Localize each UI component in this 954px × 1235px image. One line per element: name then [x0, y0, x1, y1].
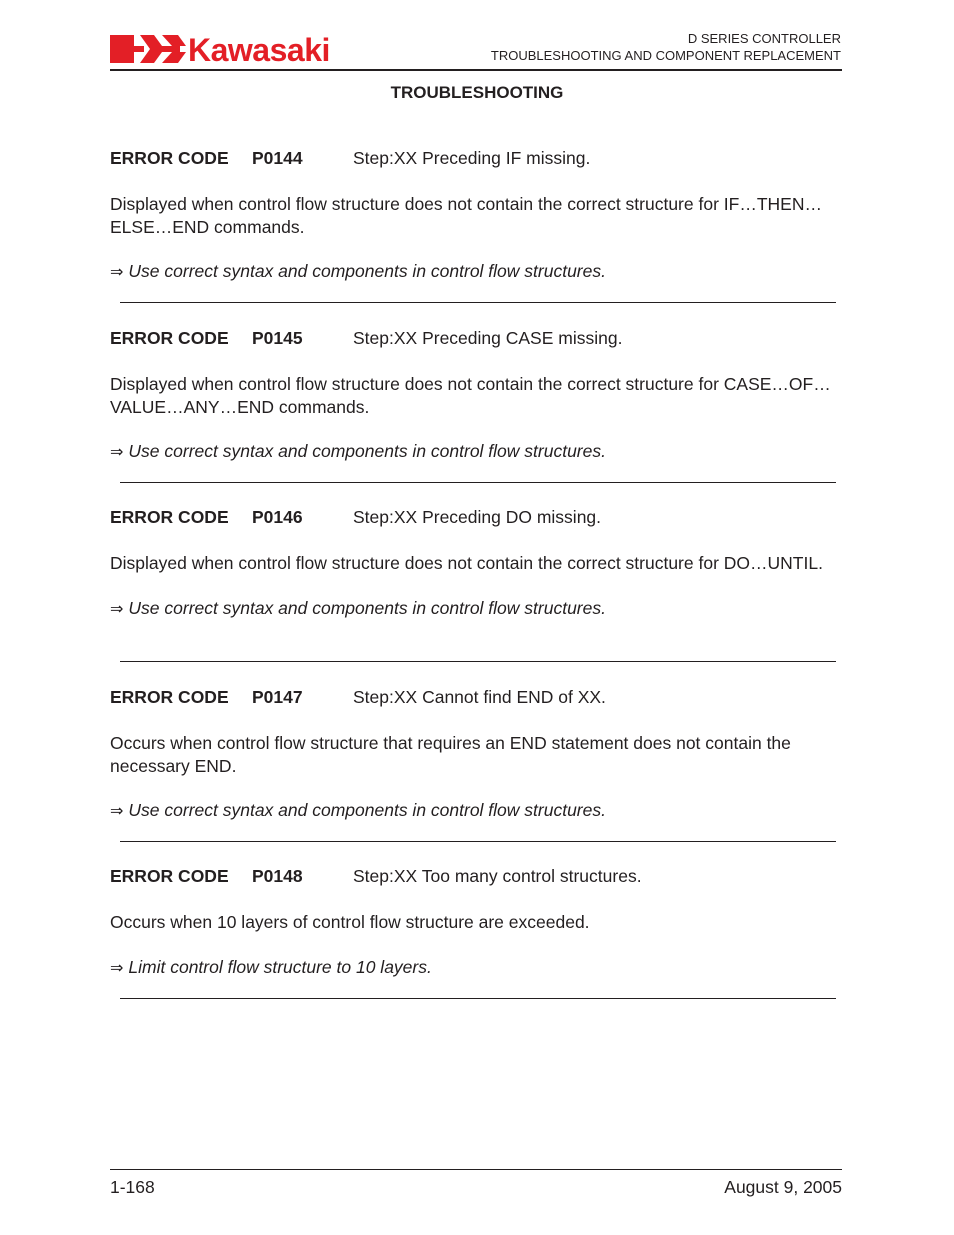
error-description: Displayed when control flow structure does not contain the correct structure for CASE…OF… VALUE…ANY…END commands. [110, 374, 831, 417]
error-message: Step:XX Preceding IF missing. [353, 148, 591, 168]
header-line-1: D SERIES CONTROLLER [687, 31, 841, 46]
error-heading [110, 507, 845, 529]
error-remedy [110, 598, 845, 620]
section-title: TROUBLESHOOTING [390, 83, 564, 102]
remedy-text: Use correct syntax and components in control flow structures. [128, 800, 606, 820]
error-code: P0147 [252, 687, 303, 707]
error-description: Occurs when control flow structure that requires an END statement does not contain the necessary END. [110, 733, 791, 776]
error-heading [110, 328, 845, 350]
remedy-text: Use correct syntax and components in control flow structures. [128, 441, 606, 461]
error-entry [110, 687, 845, 822]
arrow-icon: ⇒ [110, 959, 124, 977]
remedy-text: Use correct syntax and components in control flow structures. [128, 597, 606, 618]
error-heading [110, 148, 845, 170]
error-remedy [110, 800, 845, 822]
error-heading [110, 687, 845, 709]
error-entry [110, 148, 845, 283]
error-heading [110, 866, 845, 888]
error-message: Step:XX Cannot find END of XX. [353, 687, 606, 707]
error-code-label: ERROR CODE [110, 866, 229, 886]
separator [120, 661, 836, 662]
error-entry [110, 507, 845, 620]
error-code-label: ERROR CODE [110, 328, 229, 348]
remedy-text: Limit control flow structure to 10 layers. [128, 956, 432, 977]
header-rule [110, 69, 842, 71]
separator [120, 482, 836, 483]
footer-date: August 9, 2005 [724, 1177, 842, 1197]
error-description: Displayed when control flow structure does not contain the correct structure for DO…UNTIL. [110, 553, 823, 573]
error-remedy [110, 957, 845, 979]
separator [120, 841, 836, 842]
error-message: Step:XX Preceding DO missing. [353, 507, 602, 527]
separator [120, 302, 836, 303]
error-remedy [110, 261, 845, 283]
brand-wordmark: Kawasaki [188, 32, 330, 66]
page-number: 1-168 [110, 1177, 155, 1197]
arrow-icon: ⇒ [110, 444, 124, 461]
error-code: P0145 [252, 328, 303, 348]
header-line-2: TROUBLESHOOTING AND COMPONENT REPLACEMENT [490, 48, 841, 63]
separator [120, 998, 836, 999]
error-code: P0146 [252, 507, 303, 527]
footer-rule [110, 1169, 842, 1170]
error-message: Step:XX Too many control structures. [353, 866, 642, 886]
error-code-label: ERROR CODE [110, 148, 229, 168]
arrow-icon: ⇒ [110, 600, 124, 618]
error-entry [110, 328, 845, 463]
remedy-text: Use correct syntax and components in control flow structures. [128, 261, 606, 281]
kawasaki-logo [110, 32, 390, 66]
error-entry [110, 866, 845, 979]
error-code: P0144 [252, 148, 303, 168]
arrow-icon: ⇒ [110, 803, 124, 820]
error-code: P0148 [252, 866, 303, 886]
error-description: Displayed when control flow structure does not contain the correct structure for IF…THEN… ELSE…END commands. [110, 194, 822, 237]
error-code-label: ERROR CODE [110, 507, 229, 527]
error-description: Occurs when 10 layers of control flow structure are exceeded. [110, 912, 590, 932]
error-message: Step:XX Preceding CASE missing. [353, 328, 623, 348]
arrow-icon: ⇒ [110, 264, 124, 281]
error-remedy [110, 441, 845, 463]
error-code-label: ERROR CODE [110, 687, 229, 707]
